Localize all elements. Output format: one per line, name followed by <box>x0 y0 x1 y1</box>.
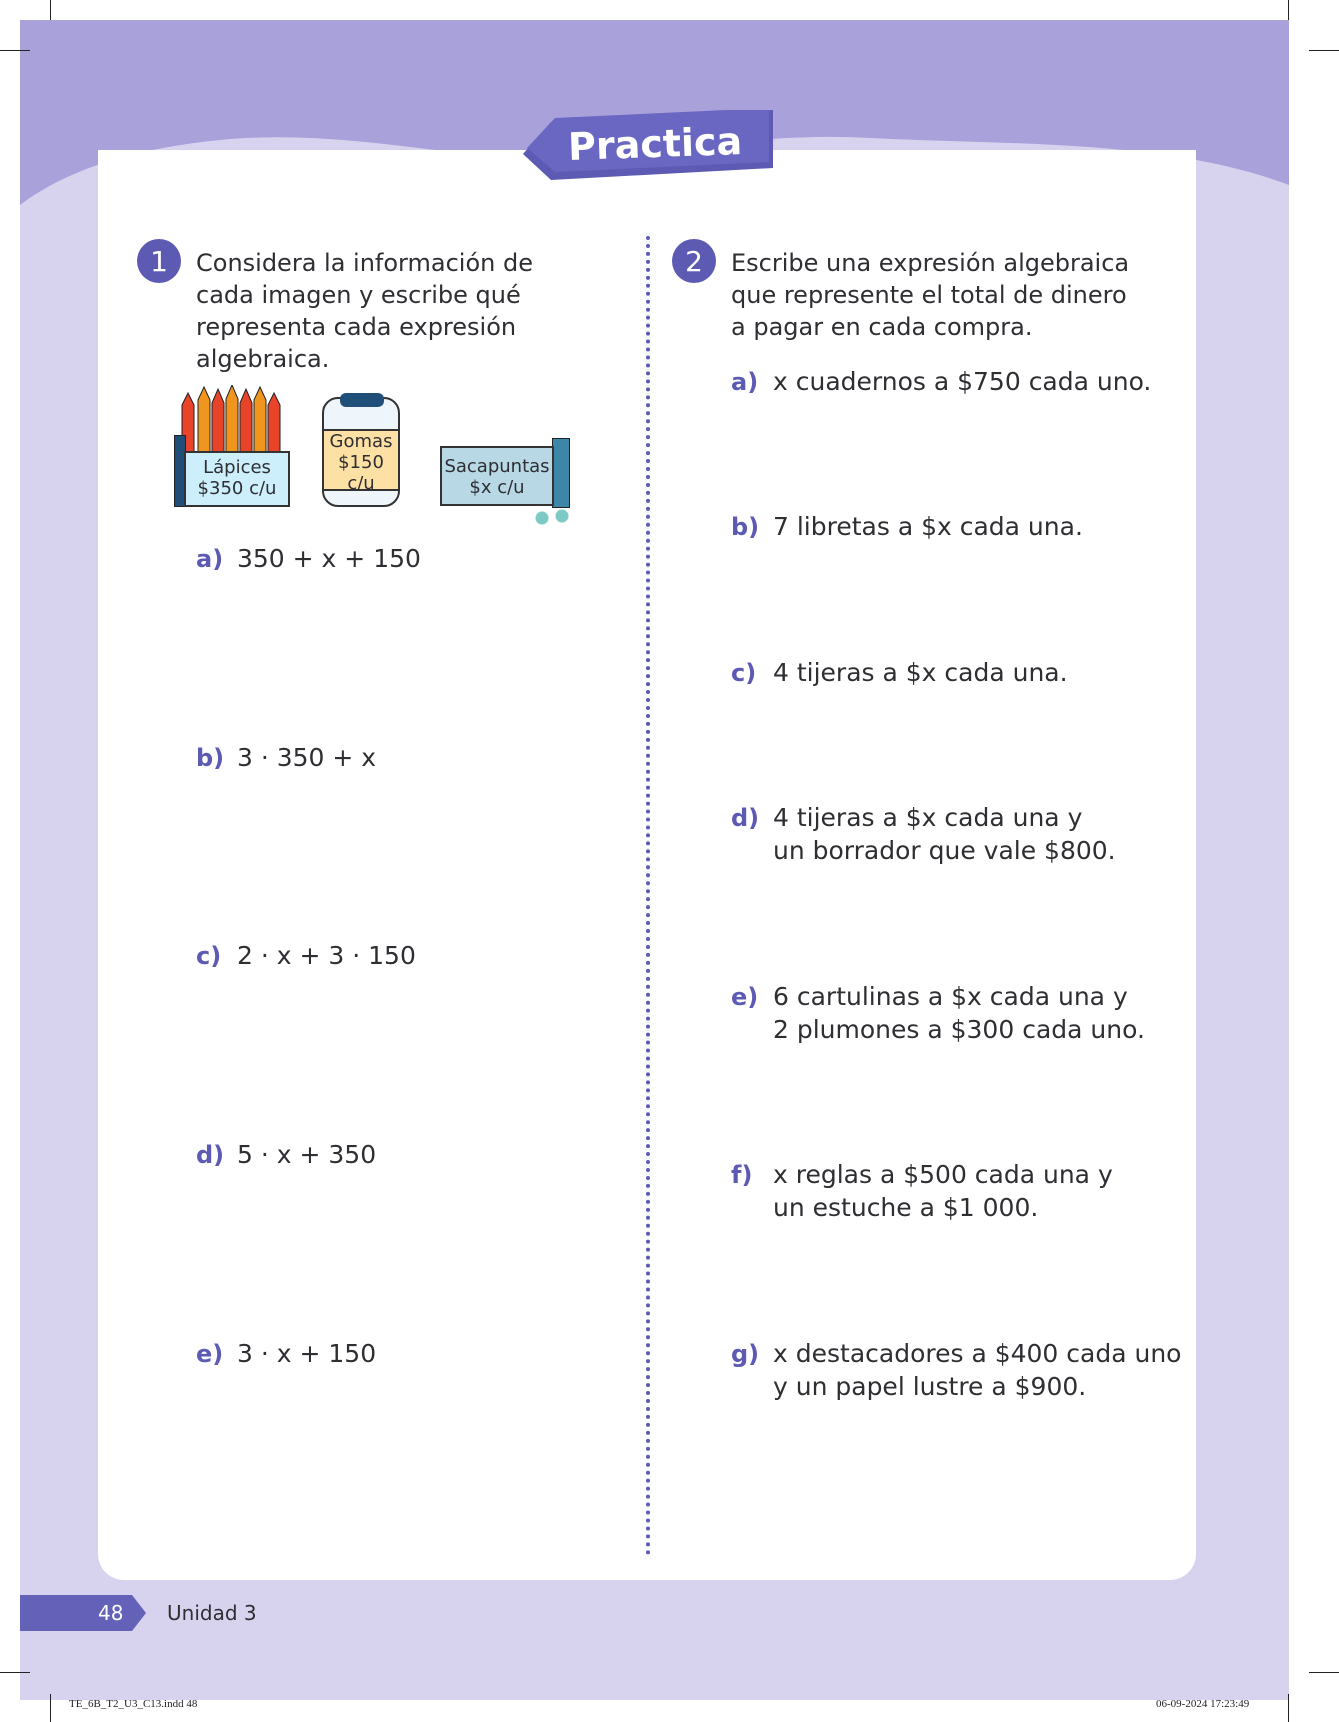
expression-text: 3 · 350 + x <box>237 743 377 772</box>
crop-mark <box>1309 1672 1339 1673</box>
sharpeners-price: $x c/u <box>469 477 525 498</box>
sharpeners-label: Sacapuntas <box>444 456 550 477</box>
purchase-text: 4 tijeras a $x cada una y <box>773 803 1083 832</box>
page-number-tab <box>20 1595 148 1631</box>
item-label: b) <box>731 513 760 541</box>
exercise-2-instructions: Escribe una expresión algebraica que represente el total de dinero a pagar en cada compra. <box>731 249 1130 341</box>
item-label: c) <box>196 942 222 970</box>
pencils-image <box>172 385 292 507</box>
erasers-label: Gomas <box>329 431 393 452</box>
expression-text: 5 · x + 350 <box>237 1140 377 1169</box>
item-label: d) <box>731 804 760 832</box>
slug-date: 06-09-2024 17:23:49 <box>1156 1698 1250 1710</box>
exercise-number-1: 1 <box>137 239 181 283</box>
item-label: d) <box>196 1141 225 1169</box>
unit-label: Unidad 3 <box>167 1601 257 1625</box>
page-title: Practica <box>567 118 743 170</box>
purchase-text: x cuadernos a $750 cada uno. <box>773 367 1152 396</box>
exercise-1-instructions: Considera la información de cada imagen y escribe qué representa cada expresión algebraica. <box>196 249 533 373</box>
item-label: a) <box>731 368 759 396</box>
item-label: g) <box>731 1340 760 1368</box>
expression-text: 350 + x + 150 <box>237 544 421 573</box>
crop-mark <box>50 1694 51 1722</box>
crop-mark <box>1309 50 1339 51</box>
pencils-price: $350 c/u <box>197 478 277 499</box>
erasers-unit: c/u <box>347 473 375 494</box>
purchase-text: 6 cartulinas a $x cada una y <box>773 982 1128 1011</box>
crop-mark <box>0 50 30 51</box>
purchase-text: y un papel lustre a $900. <box>773 1372 1087 1401</box>
item-label: b) <box>196 744 225 772</box>
sharpeners-box <box>440 442 575 508</box>
crop-mark <box>1288 0 1289 20</box>
exercise-number-2: 2 <box>672 239 716 283</box>
item-label: c) <box>731 659 757 687</box>
purchase-text: 2 plumones a $300 cada uno. <box>773 1015 1145 1044</box>
purchase-text: un borrador que vale $800. <box>773 836 1116 865</box>
page-number: 48 <box>98 1601 124 1625</box>
item-label: e) <box>731 983 759 1011</box>
pencils-label: Lápices <box>203 457 271 478</box>
erasers-price: $150 <box>338 452 384 473</box>
slug-file: TE_6B_T2_U3_C13.indd 48 <box>69 1698 198 1710</box>
crop-mark <box>50 0 51 20</box>
item-label: e) <box>196 1340 224 1368</box>
purchase-text: 7 libretas a $x cada una. <box>773 512 1083 541</box>
item-label: a) <box>196 545 224 573</box>
crop-mark <box>1288 1694 1289 1722</box>
purchase-text: un estuche a $1 000. <box>773 1193 1039 1222</box>
expression-text: 3 · x + 150 <box>237 1339 377 1368</box>
purchase-text: 4 tijeras a $x cada una. <box>773 658 1068 687</box>
column-divider <box>646 236 650 1556</box>
item-label: f) <box>731 1161 753 1189</box>
expression-text: 2 · x + 3 · 150 <box>237 941 416 970</box>
erasers-jar <box>322 397 400 507</box>
crop-mark <box>0 1672 30 1673</box>
purchase-text: x destacadores a $400 cada uno <box>773 1339 1182 1368</box>
sharpener-icon <box>532 508 572 528</box>
purchase-text: x reglas a $500 cada una y <box>773 1160 1113 1189</box>
